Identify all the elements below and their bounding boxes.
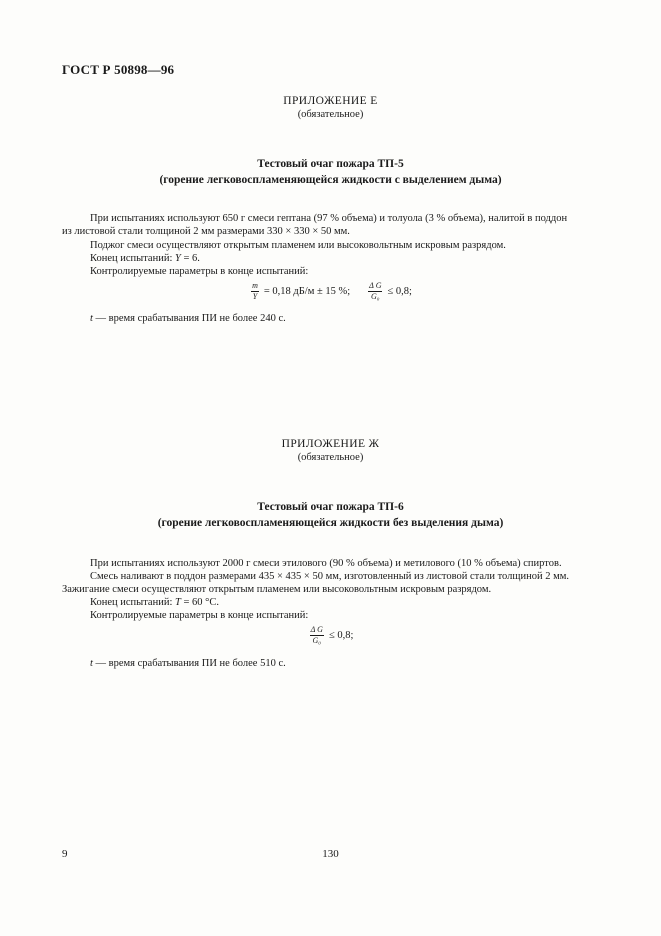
fraction-delta-g <box>368 282 382 301</box>
appendix-zh-para2: Смесь наливают в поддон размерами 435 × 435 × 50 мм, изготовленный из листовой стали толщиной 2 мм. <box>90 571 570 582</box>
time-text: — время срабатывания ПИ не более 240 с. <box>95 313 286 324</box>
appendix-e-heading: Тестовый очаг пожара ТП-5 <box>257 158 404 170</box>
time-variable: t <box>90 658 93 669</box>
end-label: Конец испытаний: <box>90 253 173 264</box>
footer-left-number: 9 <box>62 848 68 860</box>
fraction-delta-g <box>310 626 324 645</box>
appendix-zh-heading: Тестовый очаг пожара ТП-6 <box>257 501 404 513</box>
fraction-denominator: G₀ <box>312 636 322 645</box>
appendix-e-status: (обязательное) <box>297 109 364 120</box>
appendix-e-time <box>90 312 286 325</box>
appendix-e-formula <box>0 282 661 301</box>
formula-ratio-limit: ≤ 0,8; <box>387 286 412 297</box>
end-variable: T <box>174 597 181 608</box>
appendix-e-end-condition <box>90 252 200 265</box>
end-label: Конец испытаний: <box>90 597 173 608</box>
appendix-zh-para1: При испытаниях используют 2000 г смеси этилового (90 % объема) и метилового (10 % объема) спиртов. <box>90 558 562 569</box>
end-variable: Y <box>174 253 181 264</box>
time-text: — время срабатывания ПИ не более 510 с. <box>95 658 286 669</box>
appendix-e-subheading: (горение легковоспламеняющейся жидкости с выделением дыма) <box>159 174 502 186</box>
fraction-numerator: Δ G <box>310 625 323 634</box>
fraction-denominator: Y <box>252 292 258 301</box>
appendix-zh-status: (обязательное) <box>297 452 364 463</box>
appendix-e-para1-line2: из листовой стали толщиной 2 мм размерами 330 × 330 × 50 мм. <box>62 226 350 237</box>
appendix-zh-subheading: (горение легковоспламеняющейся жидкости без выделения дыма) <box>157 517 504 529</box>
appendix-zh-para3: Зажигание смеси осуществляют открытым пламенем или высоковольтным искровым разрядом. <box>62 584 492 595</box>
appendix-zh-time <box>90 657 286 670</box>
time-variable: t <box>90 313 93 324</box>
fraction-denominator: G₀ <box>371 292 380 301</box>
formula-optical-density: = 0,18 дБ/м ± 15 %; <box>263 286 351 297</box>
appendix-e-para2: Поджог смеси осуществляют открытым пламенем или высоковольтным искровым разрядом. <box>90 240 506 251</box>
document-id: ГОСТ Р 50898—96 <box>62 62 175 77</box>
appendix-zh-end-condition <box>90 596 219 609</box>
appendix-e-title: ПРИЛОЖЕНИЕ Е <box>283 95 378 107</box>
end-value: = 6. <box>183 253 200 264</box>
appendix-e-params-label: Контролируемые параметры в конце испытаний: <box>90 266 309 277</box>
appendix-e-para1-line1: При испытаниях используют 650 г смеси гептана (97 % объема) и толуола (3 % объема), налитой в поддон <box>90 213 568 224</box>
appendix-zh-title: ПРИЛОЖЕНИЕ Ж <box>281 438 380 450</box>
formula-ratio-limit: ≤ 0,8; <box>328 630 354 641</box>
fraction-numerator: Δ G <box>369 281 382 290</box>
appendix-zh-params-label: Контролируемые параметры в конце испытаний: <box>90 610 309 621</box>
page-number: 130 <box>322 848 339 860</box>
fraction-m-over-y <box>251 282 259 301</box>
appendix-zh-formula <box>0 626 661 645</box>
end-value: = 60 °C. <box>183 597 219 608</box>
fraction-numerator: m <box>252 281 258 290</box>
